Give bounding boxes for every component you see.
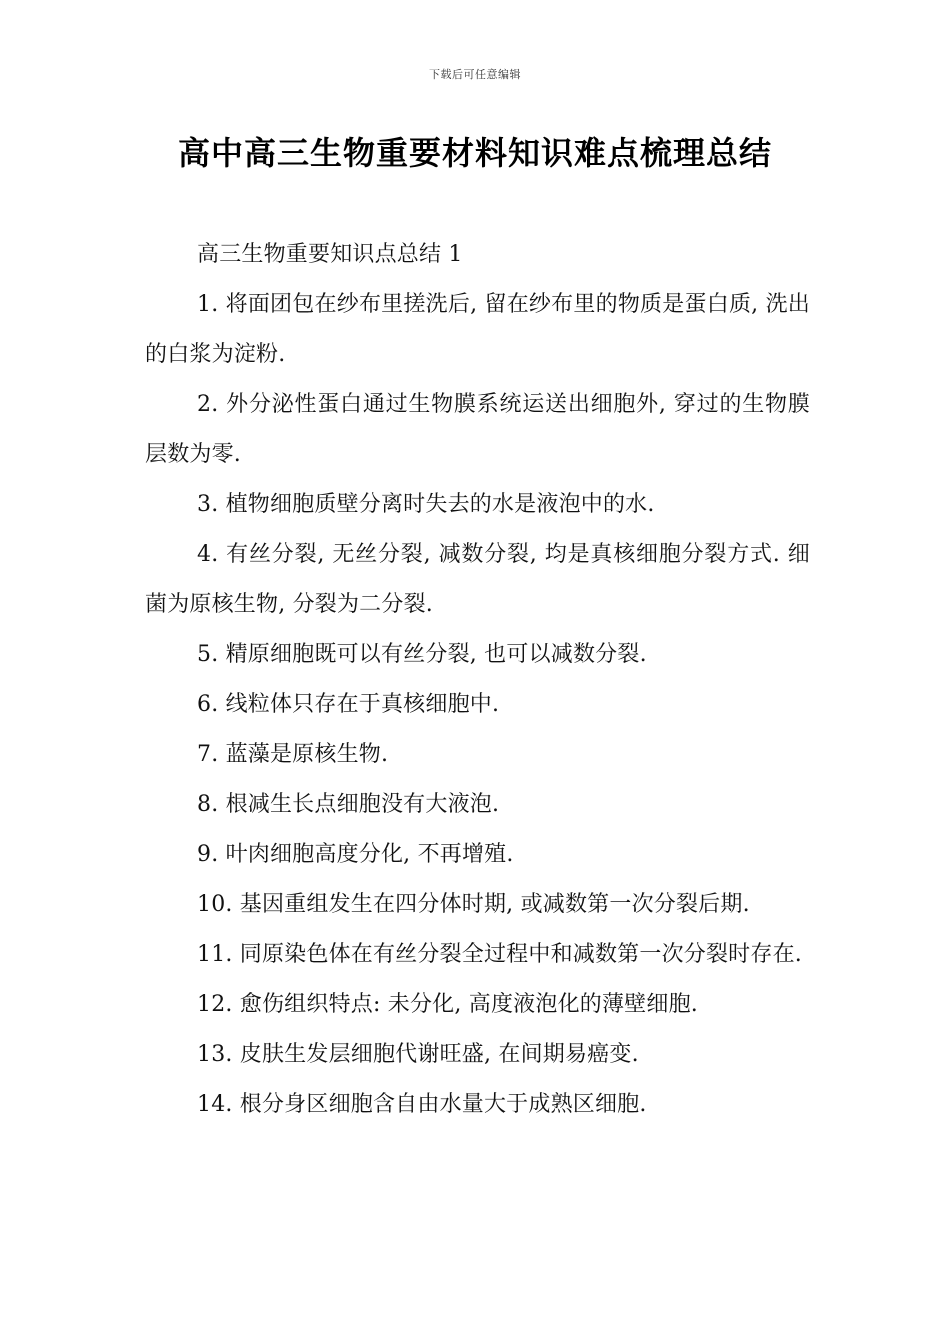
list-item: 11. 同原染色体在有丝分裂全过程中和减数第一次分裂时存在.: [197, 942, 802, 967]
list-item: 4. 有丝分裂, 无丝分裂, 减数分裂, 均是真核细胞分裂方式. 细菌为原核生物, 分裂为二分裂.: [145, 542, 810, 617]
header-note: 下载后可任意编辑: [429, 68, 521, 81]
list-item: 5. 精原细胞既可以有丝分裂, 也可以减数分裂.: [197, 642, 647, 667]
list-item: 2. 外分泌性蛋白通过生物膜系统运送出细胞外, 穿过的生物膜层数为零.: [145, 392, 810, 467]
list-item: 12. 愈伤组织特点: 未分化, 高度液泡化的薄壁细胞.: [197, 992, 698, 1017]
document-body: [145, 230, 810, 1130]
list-item: 3. 植物细胞质壁分离时失去的水是液泡中的水.: [197, 492, 655, 517]
section-heading: 高三生物重要知识点总结 1: [197, 242, 463, 267]
list-item: 13. 皮肤生发层细胞代谢旺盛, 在间期易癌变.: [197, 1042, 639, 1067]
list-item: 14. 根分身区细胞含自由水量大于成熟区细胞.: [197, 1092, 647, 1117]
list-item: 10. 基因重组发生在四分体时期, 或减数第一次分裂后期.: [197, 892, 750, 917]
list-item: 7. 蓝藻是原核生物.: [197, 742, 389, 767]
list-item: 8. 根减生长点细胞没有大液泡.: [197, 792, 500, 817]
list-item: 1. 将面团包在纱布里搓洗后, 留在纱布里的物质是蛋白质, 洗出的白浆为淀粉.: [145, 292, 810, 367]
list-item: 6. 线粒体只存在于真核细胞中.: [197, 692, 500, 717]
document-title: 高中高三生物重要材料知识难点梳理总结: [177, 134, 772, 172]
list-item: 9. 叶肉细胞高度分化, 不再增殖.: [197, 842, 514, 867]
